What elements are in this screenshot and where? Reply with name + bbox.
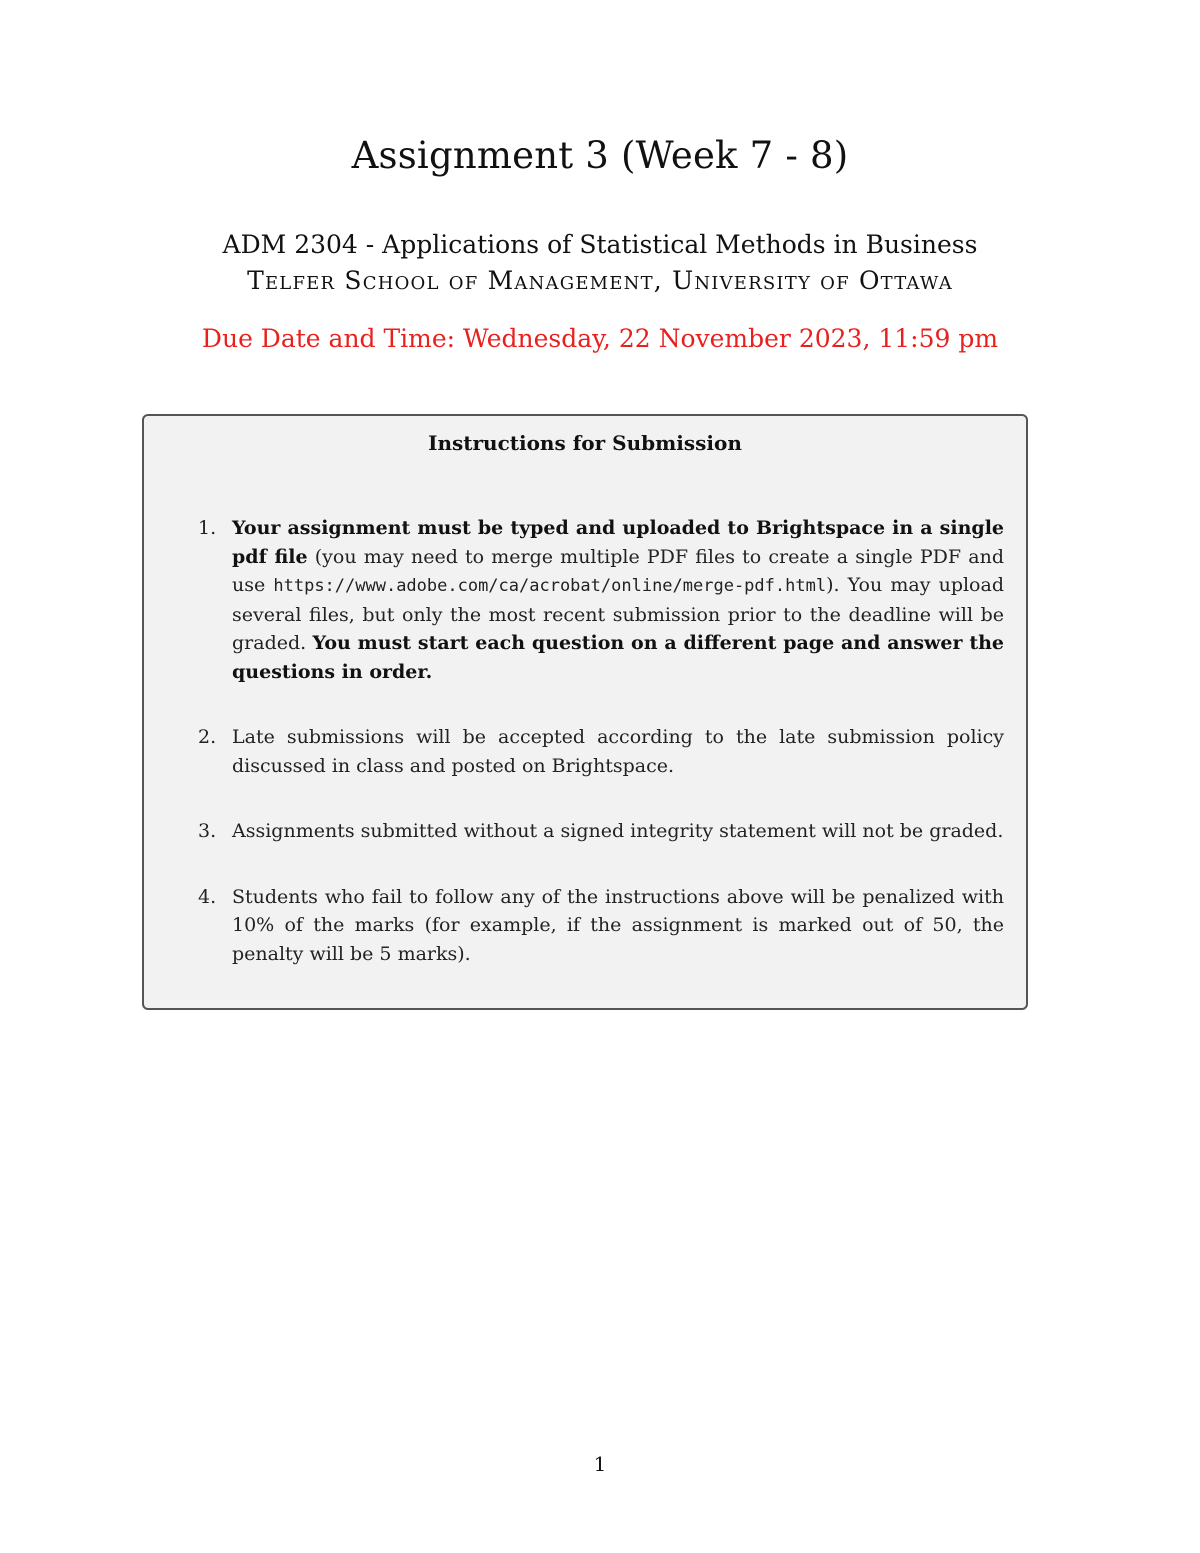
instruction-item-1 xyxy=(196,514,1004,686)
instruction-number: 2. xyxy=(198,726,217,748)
page-number: 1 xyxy=(593,1452,607,1476)
instruction-text: Assignments submitted without a signed integrity statement will not be graded. xyxy=(232,820,1004,842)
instruction-number: 1. xyxy=(198,517,217,539)
instruction-text: (you may need to merge multiple PDF files to create a single PDF and use xyxy=(232,545,1004,596)
instruction-number: 3. xyxy=(198,820,217,842)
due-date: Due Date and Time: Wednesday, 22 November 2023, 11:59 pm xyxy=(201,324,999,353)
course-title: ADM 2304 - Applications of Statistical Methods in Business xyxy=(222,230,978,259)
instruction-item-4 xyxy=(196,883,1004,969)
instructions-list xyxy=(196,514,1004,1005)
merge-pdf-url[interactable]: https://www.adobe.com/ca/acrobat/online/merge-pdf.html xyxy=(273,576,827,596)
instruction-number: 4. xyxy=(198,885,217,908)
page-title: Assignment 3 (Week 7 - 8) xyxy=(351,134,849,177)
instructions-box xyxy=(142,414,1028,1010)
instruction-item-3 xyxy=(196,817,1004,846)
instruction-text: Students who fail to follow any of the instructions above will be penalized with 10% of the marks (for example, if the assignment is marked out of 50, the penalty will be 5 marks). xyxy=(232,885,1004,965)
instruction-text: ). You may upload several files, but only the most recent submission prior to the deadline will be graded. xyxy=(232,574,1004,654)
instruction-bold-text: Your assignment must be typed and uploaded to Brightspace in a single pdf file xyxy=(232,517,1004,568)
instruction-item-2 xyxy=(196,723,1004,780)
instruction-bold-text: You must start each question on a different page and answer the questions in order. xyxy=(232,632,1004,683)
instruction-text: Late submissions will be accepted according to the late submission policy discussed in class and posted on Brightspace. xyxy=(232,726,1004,777)
school-name: Telfer School of Management, University of Ottawa xyxy=(247,266,953,295)
instructions-title: Instructions for Submission xyxy=(428,431,742,455)
